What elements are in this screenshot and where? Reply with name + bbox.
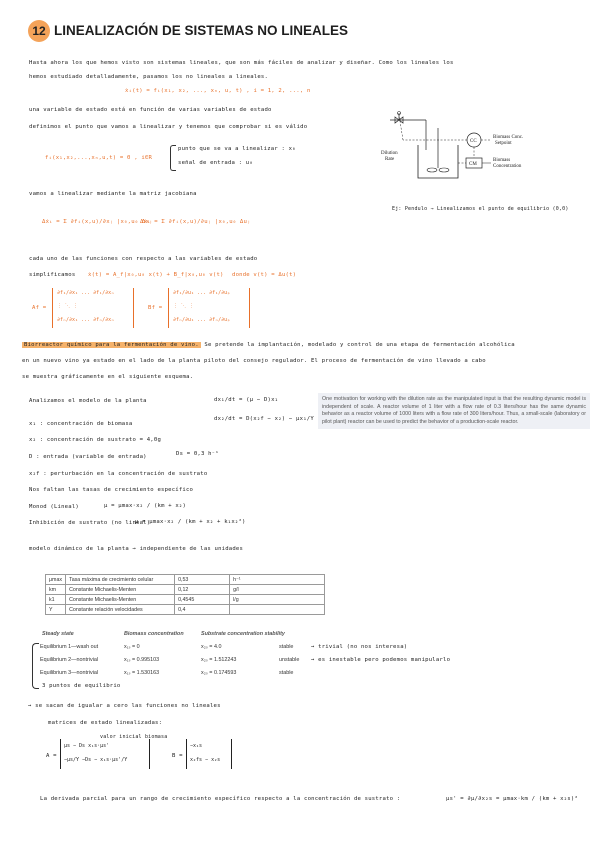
equilibrium-brace [32,643,39,689]
jacobian-eq-2: Δẋᵢ = Σ ∂fᵢ(x,u)/∂uⱼ |x₀,u₀ Δuⱼ [140,219,251,225]
points-label: 3 puntos de equilibrio [42,683,121,689]
figure-caption: Ej: Pendulo → Linealizamos el punto de equilibrio (0,0) [392,206,569,212]
simplify-label: simplificamos [29,272,76,278]
matrix-b [186,739,232,769]
dx1-equation: dx₁/dt = (μ − D)x₁ [214,397,279,403]
equilibrium-equation: fᵢ(x₁,x₂,...,xₙ,u,t) = 0 , i∈R [45,155,153,161]
table-cell: 0,4 [175,605,230,615]
matrix-a-label: A = [46,753,57,759]
dx2-equation: dx₂/dt = D(x₂f − x₂) − μx₁/Y [214,416,314,422]
table-row [46,575,325,585]
inhibition-equation: μ = μmax·x₂ / (km + x₂ + k₁x₂²) [135,519,246,525]
diagram-label: Biomass [493,158,511,163]
diagram-label: Rate [385,157,395,162]
stability-value: stable [279,670,294,676]
matrix-a [60,739,150,769]
section-number-badge [28,20,50,42]
matrix-bf [168,288,250,328]
bioreactor-line-1 [22,342,515,348]
matrix-af-label: Af = [32,305,47,311]
substrate-value: x₂ₛ = 1.512243 [201,657,237,663]
model-line: Nos faltan las tasas de crecimiento específico [29,487,194,493]
stability-value: stable [279,644,294,650]
matrices-text: matrices de estado linealizadas: [48,720,163,726]
matrix-b-row: −x₁s [190,743,203,749]
brace-item-2: señal de entrada : u₀ [178,160,253,166]
where-equation: donde v(t) = Δu(t) [232,272,297,278]
biomass-value: x₁ₛ = 0.995103 [124,657,160,663]
table-row [46,605,325,615]
matrix-a-row: μs − Ds x₁s·μs' [64,743,110,749]
table-row [46,585,325,595]
table-cell: Constante relación velocidades [66,605,175,615]
bioreactor-line-2: en un nuevo vino ya estado en el lado de la planta piloto del consejo regulador. El proceso de fermentación de vino llevado a cabo [22,358,486,364]
biomass-value: x₁ₛ = 0 [124,644,140,650]
initial-value-note: valor inicial biomasa [100,734,168,740]
diagram-label: Setpoint [495,141,512,146]
model-line: x₁ : concentración de biomasa [29,421,133,427]
substrate-value: x₂ₛ = 4.0 [201,644,222,650]
table-cell: h⁻¹ [230,575,325,585]
equilibrium-label: Equilibrium 2—nontrivial [40,657,99,663]
monod-equation: μ = μmax·x₂ / (km + x₂) [104,503,187,509]
substrate-value: x₂ₛ = 0.174593 [201,670,237,676]
table-cell: g/l [230,585,325,595]
bioreactor-diagram [378,110,578,190]
table-cell: Constante Michaelis-Menten [66,595,175,605]
simplify-equation: ẋ(t) = A_f|x₀,u₀ x(t) + B_f|x₀,u₀ v(t) [88,272,224,278]
model-line: x₂f : perturbación en la concentración de sustrato [29,471,208,477]
matrix-bf-row: ⋮ ⋱ ⋮ [173,303,195,309]
matrix-af-row: ∂f₁/∂x₁ ... ∂f₁/∂xₙ [57,290,115,296]
each-function-text: cada uno de las funciones con respecto a las variables de estado [29,256,258,262]
diagram-label: CM [469,162,477,167]
matrix-bf-row: ∂f₁/∂u₁ ... ∂f₁/∂uₚ [173,290,231,296]
ds-equation: Ds = 0,3 h⁻¹ [176,451,219,457]
biomass-value: x₁ₛ = 1.530163 [124,670,160,676]
model-line: D : entrada (variable de entrada) [29,454,147,460]
table-cell: Constante Michaelis-Menten [66,585,175,595]
brace-item-1: punto que se va a linealizar : x₀ [178,146,296,152]
matrix-bf-row: ∂fₙ/∂u₁ ... ∂fₙ/∂uₚ [173,317,231,323]
table-cell [230,605,325,615]
state-equation: ẋᵢ(t) = fᵢ(x₁, x₂, ..., xₙ, u, t) , i = 1, 2, ..., n [125,88,311,94]
intro-line-2: hemos estudiado detalladamente, pasamos los no lineales a lineales. [29,74,269,80]
table-cell: k1 [46,595,66,605]
matrix-af [52,288,134,328]
diagram-label: Biomass Conc. [493,135,524,140]
model-line: Inhibición de sustrato (no lineal) [29,520,151,526]
intro-line-1: Hasta ahora los que hemos visto son sistemas lineales, que son más fáciles de analizar y diseñar. Como los lineales los [29,60,454,66]
table-cell: μmax [46,575,66,585]
equilibrium-label: Equilibrium 3—nontrivial [40,670,99,676]
define-point-text: definimos el punto que vamos a linealizar y tenemos que comprobar si es válido [29,124,308,130]
section-number: 12 [32,24,46,38]
agitator-blade [439,168,449,172]
matrix-af-row: ∂fₙ/∂x₁ ... ∂fₙ/∂xₙ [57,317,115,323]
units-text: modelo dinámico de la planta → independiente de las unidades [29,546,244,552]
jacobian-eq-1: Δẋᵢ = Σ ∂fᵢ(x,u)/∂xⱼ |x₀,u₀ Δxⱼ [42,219,153,225]
table-cell: km [46,585,66,595]
model-line: Monod (Lineal) [29,504,79,510]
header-steady-state: Steady state [42,631,74,637]
stability-value: unstable [279,657,300,663]
model-line: Analizamos el modelo de la planta [29,398,147,404]
table-row [46,595,325,605]
matrix-b-row: x₂fs − x₂s [190,757,221,763]
matrix-a-row: −μs/Y −Ds − x₁s·μs'/Y [64,757,128,763]
diagram-label: Concentration [493,164,522,169]
steady-state-table [30,631,590,683]
bioreactor-highlight: Biorreactor químico para la fermentación de vino. [24,342,199,348]
diagram-label: Dilution [381,151,398,156]
diagram-label: CC [470,139,477,144]
state-variable-text: una variable de estado está en función de varias variables de estado [29,107,272,113]
derivative-text: La derivada parcial para un rango de crecimiento específico respecto a la concentración de sustrato : [40,796,401,802]
parameters-table [45,574,325,615]
dilution-note: One motivation for working with the dilution rate as the manipulated input is that the resulting dynamic model is independent of scale. A reactor volume of 1 liter with a flow rate of 0.3 liters/hour has the same dynamic behavior as a reactor volume of 1000 liters with a flow rate of 300 liters/hour. Thus, a small-scale (laboratory or pilot plant) reactor can be used to predict the behavior of a production-scale reactor. [318,393,590,429]
header-biomass: Biomass concentration [124,631,184,637]
brace [170,145,176,171]
table-cell: 0,4545 [175,595,230,605]
matrix-b-label: B = [172,753,183,759]
table-cell: Tasa máxima de crecimiento celular [66,575,175,585]
model-line: x₂ : concentración de sustrato = 4,0g [29,437,162,443]
table-cell: 0,53 [175,575,230,585]
table-cell: 0,12 [175,585,230,595]
derivative-equation: μs' = ∂μ/∂x₂s = μmax·km / (km + x₂s)² [446,796,579,802]
equilibrium-label: Equilibrium 1—wash out [40,644,99,650]
table-cell: l/g [230,595,325,605]
equilibrium-note: → trivial (no nos interesa) [311,644,408,650]
matrix-af-row: ⋮ ⋱ ⋮ [57,303,79,309]
equal-zero-text: → se sacan de igualar a cero las funciones no lineales [28,703,221,709]
jacobian-text: vamos a linealizar mediante la matriz jacobiana [29,191,197,197]
bioreactor-line-3: se muestra gráficamente en el siguiente esquema. [22,374,194,380]
bioreactor-text-1: Se pretende la implantación, modelado y control de una etapa de fermentación alcohólica [200,342,515,348]
matrix-bf-label: Bf = [148,305,163,311]
equilibrium-note: → es inestable pero podemos manipularlo [311,657,451,663]
agitator-blade [427,168,437,172]
header-substrate: Substrate concentration stability [201,631,285,637]
page-title: LINEALIZACIÓN DE SISTEMAS NO LINEALES [54,23,349,38]
table-cell: Y [46,605,66,615]
